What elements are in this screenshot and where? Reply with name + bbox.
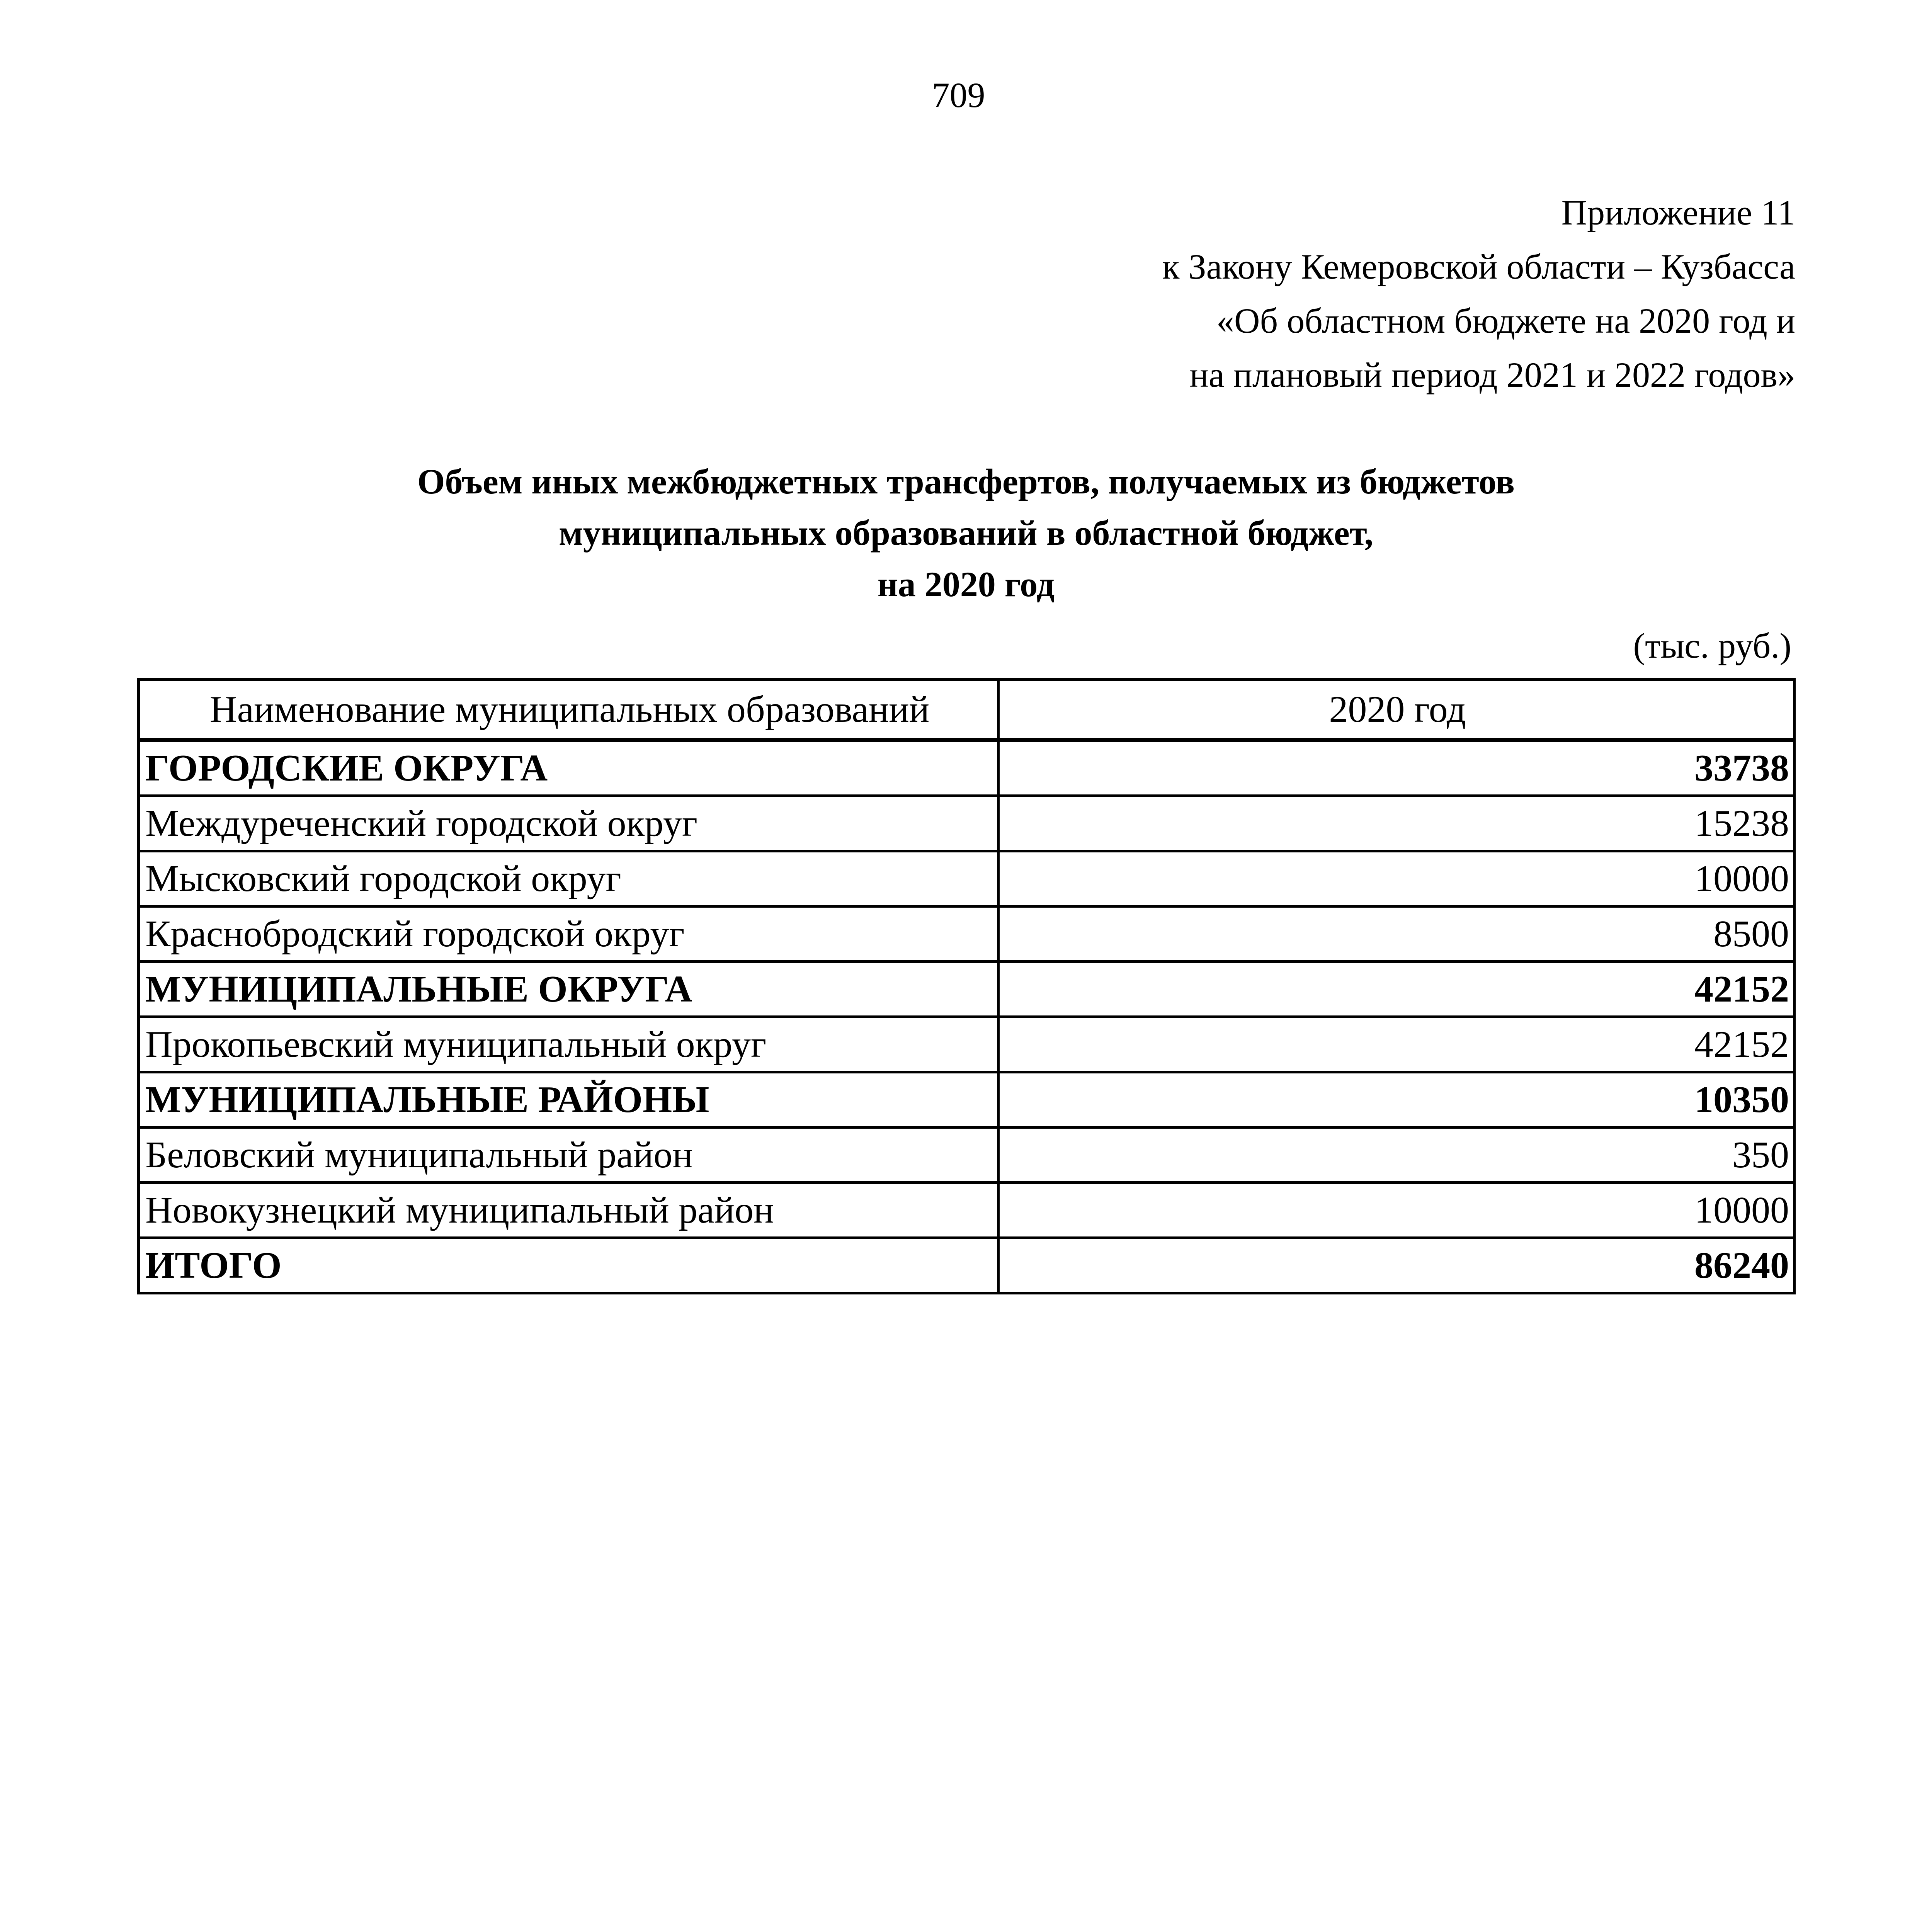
row-name: Новокузнецкий муниципальный район [139, 1183, 998, 1238]
table-row-total [139, 1072, 1795, 1128]
page-number: 709 [932, 75, 985, 115]
row-name: МУНИЦИПАЛЬНЫЕ ОКРУГА [139, 962, 998, 1017]
row-value: 10000 [998, 851, 1795, 906]
table-row-total [139, 962, 1795, 1017]
row-value: 8500 [998, 906, 1795, 962]
title-line: Объем иных межбюджетных трансфертов, получаемых из бюджетов [417, 462, 1515, 501]
document-title [137, 456, 1795, 610]
row-value: 42152 [998, 1017, 1795, 1072]
row-name: МУНИЦИПАЛЬНЫЕ РАЙОНЫ [139, 1072, 998, 1128]
table-row-total [139, 740, 1795, 796]
row-name: Прокопьевский муниципальный округ [139, 1017, 998, 1072]
appendix-line: на плановый период 2021 и 2022 годов» [1189, 355, 1795, 395]
table-row [139, 906, 1795, 962]
table-row [139, 851, 1795, 906]
appendix-line: Приложение 11 [1561, 193, 1795, 232]
transfers-table [137, 678, 1796, 1294]
table-row [139, 1128, 1795, 1183]
table-row-total [139, 1238, 1795, 1293]
appendix-header [1162, 185, 1795, 402]
row-name: ГОРОДСКИЕ ОКРУГА [139, 740, 998, 796]
row-value: 10350 [998, 1072, 1795, 1128]
row-name: Междуреченский городской округ [139, 796, 998, 851]
row-value: 33738 [998, 740, 1795, 796]
units-label: (тыс. руб.) [1633, 626, 1791, 665]
row-name: Мысковский городской округ [139, 851, 998, 906]
table-row [139, 1183, 1795, 1238]
title-line: на 2020 год [877, 565, 1055, 604]
row-name: Беловский муниципальный район [139, 1128, 998, 1183]
table-row [139, 1017, 1795, 1072]
row-value: 86240 [998, 1238, 1795, 1293]
row-value: 350 [998, 1128, 1795, 1183]
column-header-year: 2020 год [998, 680, 1795, 740]
table-header-row [139, 680, 1795, 740]
table-row [139, 796, 1795, 851]
row-value: 10000 [998, 1183, 1795, 1238]
row-value: 42152 [998, 962, 1795, 1017]
column-header-name: Наименование муниципальных образований [139, 680, 998, 740]
row-value: 15238 [998, 796, 1795, 851]
appendix-line: к Закону Кемеровской области – Кузбасса [1162, 247, 1795, 286]
row-name: ИТОГО [139, 1238, 998, 1293]
row-name: Краснобродский городской округ [139, 906, 998, 962]
title-line: муниципальных образований в областной бюджет, [559, 513, 1373, 553]
table-body [139, 740, 1795, 1293]
appendix-line: «Об областном бюджете на 2020 год и [1216, 301, 1795, 340]
